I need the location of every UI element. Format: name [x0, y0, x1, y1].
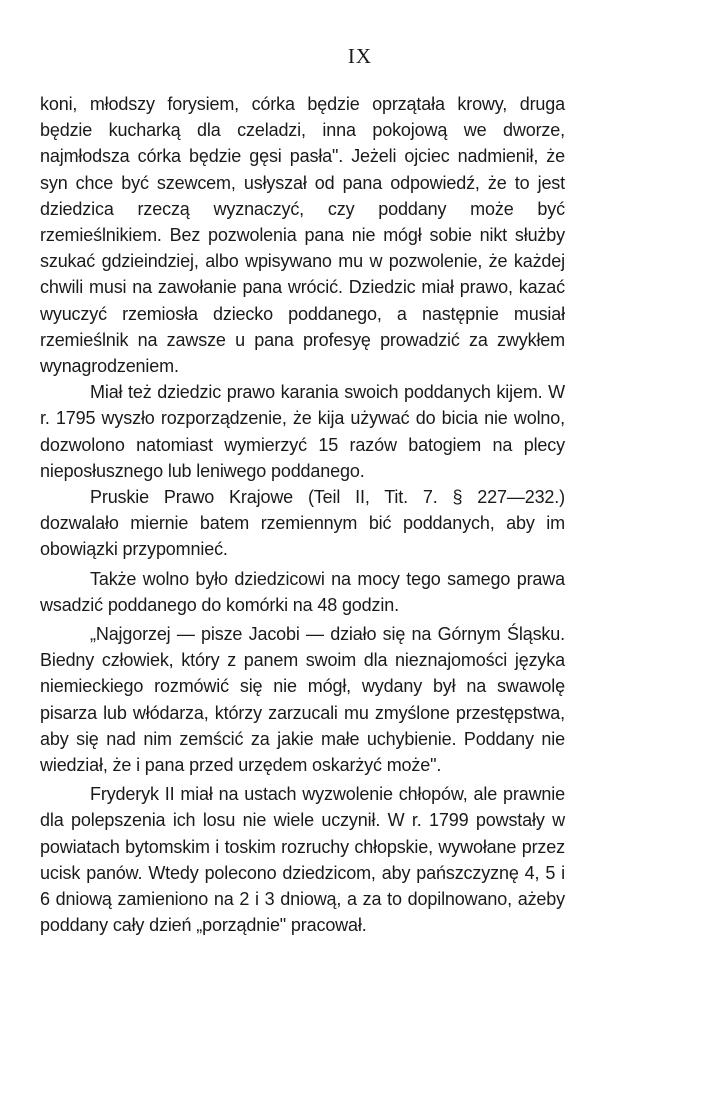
page-number: IX [347, 44, 373, 68]
paragraph-1: koni, młodszy forysiem, córka będzie oprzątała krowy, druga będzie kucharką dla czeladzi, inna pokojową we dworze, najmłodsza córka będzie gęsi pasła". Jeżeli ojciec nadmienił, że syn chce być szewcem, usłyszał od pana odpowiedź, że to jest dziedzica rzeczą wyznaczyć, czy poddany może być rzemieślnikiem. Bez pozwolenia pana nie mógł sobie nikt służby szukać gdzieindziej, albo wpisywano mu w pozwolenie, że każdej chwili musi na zawołanie pana wrócić. Dziedzic miał prawo, kazać wyuczyć rzemiosła dziecko poddanego, a następnie musiał rzemieślnik na zawsze u pana profesyę prowadzić za zwykłem wynagrodzeniem. [40, 94, 565, 377]
body-text [40, 91, 565, 939]
paragraph-6: Fryderyk II miał na ustach wyzwolenie chłopów, ale prawnie dla polepszenia ich losu nie wiele uczynił. W r. 1799 powstały w powiatach bytomskim i toskim rozruchy chłopskie, wywołane przez ucisk panów. Wtedy polecono dziedzicom, aby pańszczyznę 4, 5 i 6 dniową zamieniono na 2 i 3 dniową, a za to dopilnowano, ażeby poddany cały dzień „porządnie" pracował. [40, 784, 565, 936]
paragraph-2: Miał też dziedzic prawo karania swoich poddanych kijem. W r. 1795 wyszło rozporządzenie, że kija używać do bicia nie wolno, dozwolono natomiast wymierzyć 15 razów batogiem na plecy nieposłusznego lub leniwego poddanego. [40, 382, 565, 481]
paragraph-5: „Najgorzej — pisze Jacobi — działo się na Górnym Śląsku. Biedny człowiek, który z panem swoim dla nieznajomości języka niemieckiego rozmówić się nie mógł, wydany był na swawolę pisarza lub włódarza, którzy zarzucali mu zmyślone przestępstwa, aby się nad nim zemścić za jakie małe uchybienie. Poddany nie wiedział, że i pana przed urzędem oskarżyć może". [40, 624, 565, 776]
paragraph-3: Pruskie Prawo Krajowe (Teil II, Tit. 7. § 227—232.) dozwalało miernie batem rzemiennym bić poddanych, aby im obowiązki przypomnieć. [40, 487, 565, 560]
paragraph-4: Także wolno było dziedzicowi na mocy tego samego prawa wsadzić poddanego do komórki na 48 godzin. [40, 568, 565, 615]
